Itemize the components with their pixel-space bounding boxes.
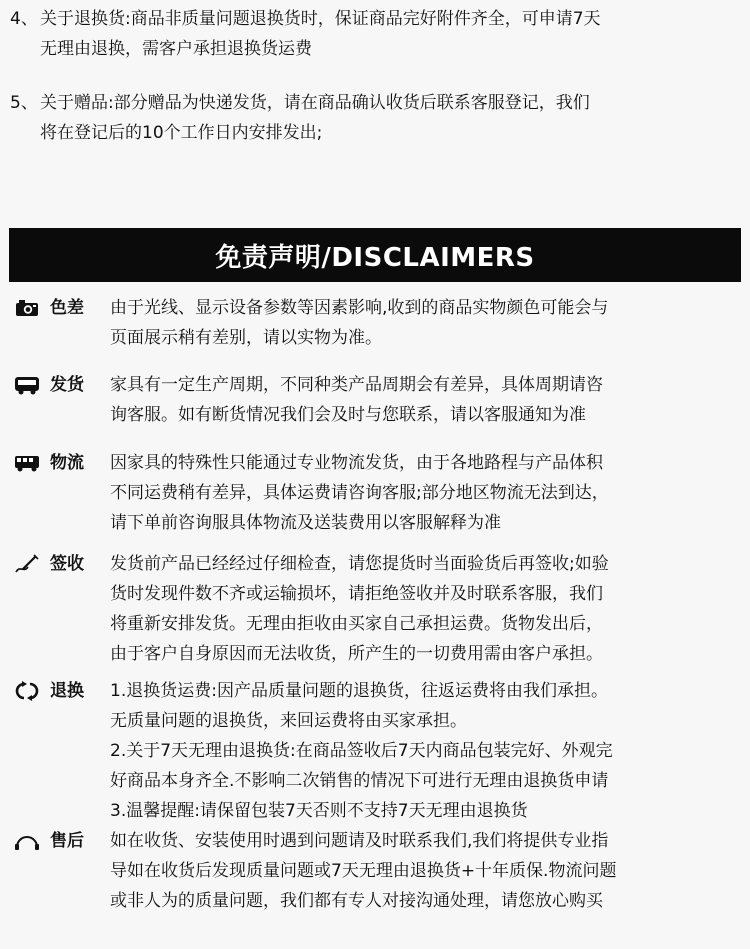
section-line: 3.温馨提醒:请保留包装7天否则不支持7天无理由退换货 bbox=[110, 801, 528, 821]
note-number: 4、 bbox=[10, 9, 38, 29]
section-line: 好商品本身齐全.不影响二次销售的情况下可进行无理由退换货申请 bbox=[110, 771, 609, 791]
headset-icon bbox=[14, 826, 44, 856]
pen-signature-icon bbox=[14, 549, 44, 579]
section-line: 如在收货、安装使用时遇到问题请及时联系我们,我们将提供专业指 bbox=[110, 831, 609, 851]
exchange-arrows-icon bbox=[14, 676, 44, 706]
section-title: 发货 bbox=[50, 375, 84, 395]
section-title: 色差 bbox=[50, 298, 84, 318]
section-line: 因家具的特殊性只能通过专业物流发货，由于各地路程与产品体积 bbox=[110, 453, 603, 473]
section-line: 询客服。如有断货情况我们会及时与您联系，请以客服通知为准 bbox=[110, 405, 586, 425]
note-line: 无理由退换，需客户承担退换货运费 bbox=[40, 39, 312, 59]
section-title: 物流 bbox=[50, 453, 84, 473]
section-line: 货时发现件数不齐或运输损坏，请拒绝签收并及时联系客服，我们 bbox=[110, 584, 603, 604]
section-line: 2.关于7天无理由退换货:在商品签收后7天内商品包装完好、外观完 bbox=[110, 741, 613, 761]
section-line: 页面展示稍有差别，请以实物为准。 bbox=[110, 328, 382, 348]
section-line: 1.退换货运费:因产品质量问题的退换货，往返运费将由我们承担。 bbox=[110, 681, 608, 701]
section-line: 导如在收货后发现质量问题或7天无理由退换货+十年质保.物流问题 bbox=[110, 861, 617, 881]
section-line: 发货前产品已经经过仔细检查，请您提货时当面验货后再签收;如验 bbox=[110, 554, 609, 574]
note-item bbox=[10, 4, 740, 64]
section-returns bbox=[14, 676, 740, 826]
note-line: 关于赠品:部分赠品为快递发货，请在商品确认收货后联系客服登记，我们 bbox=[40, 93, 590, 113]
bus-icon bbox=[14, 370, 44, 400]
note-line: 将在登记后的10个工作日内安排发出; bbox=[40, 123, 323, 143]
section-shipping bbox=[14, 370, 740, 430]
disclaimer-banner bbox=[9, 228, 741, 282]
section-line: 由于客户自身原因而无法收货，所产生的一切费用需由客户承担。 bbox=[110, 644, 603, 664]
section-title: 售后 bbox=[50, 831, 84, 851]
section-title: 退换 bbox=[50, 681, 84, 701]
section-line: 或非人为的质量问题，我们都有专人对接沟通处理，请您放心购买 bbox=[110, 891, 603, 911]
section-title: 签收 bbox=[50, 554, 84, 574]
section-line: 将重新安排发货。无理由拒收由买家自己承担运费。货物发出后， bbox=[110, 614, 603, 634]
section-line: 请下单前咨询服具体物流及送装费用以客服解释为准 bbox=[110, 513, 501, 533]
truck-icon bbox=[14, 448, 44, 478]
note-number: 5、 bbox=[10, 93, 38, 113]
section-logistics bbox=[14, 448, 740, 538]
section-line: 无质量问题的退换货，来回运费将由买家承担。 bbox=[110, 711, 467, 731]
camera-icon bbox=[14, 293, 44, 323]
section-receipt bbox=[14, 549, 740, 669]
section-line: 家具有一定生产周期，不同种类产品周期会有差异，具体周期请咨 bbox=[110, 375, 603, 395]
section-line: 不同运费稍有差异，具体运费请咨询客服;部分地区物流无法到达， bbox=[110, 483, 609, 503]
section-after-sales bbox=[14, 826, 740, 916]
banner-title: 免责声明/DISCLAIMERS bbox=[215, 242, 535, 273]
note-line: 关于退换货:商品非质量问题退换货时，保证商品完好附件齐全，可申请7天 bbox=[40, 9, 601, 29]
section-line: 由于光线、显示设备参数等因素影响,收到的商品实物颜色可能会与 bbox=[110, 298, 609, 318]
section-color-difference bbox=[14, 293, 740, 353]
note-item bbox=[10, 88, 740, 148]
